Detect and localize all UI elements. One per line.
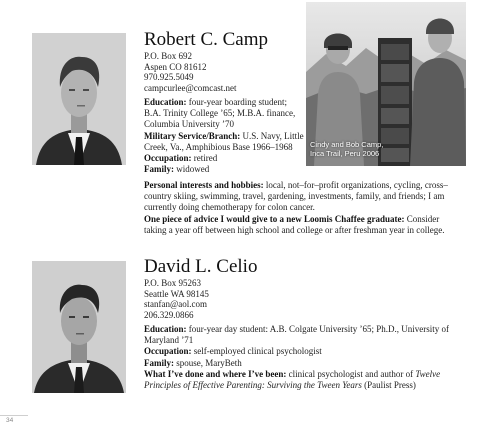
po-box: P.O. Box 692 [144,51,193,61]
military-text: U.S. Navy, Little Creek, Va., Amphibious Base 1966–1968 [144,130,304,152]
education-label: Education: [144,97,187,107]
contact-block [144,51,237,93]
caption-line-2: Inca Trail, Peru 2006 [310,149,380,158]
portrait-photo-david-celio [32,261,126,393]
family-entry [144,164,306,175]
occupation-entry [144,153,306,164]
contact-block [144,278,209,320]
portrait-photo-robert-camp [32,33,126,165]
education-entry [144,324,462,346]
occupation-label: Occupation: [144,346,192,357]
book-title: Twelve Principles of Effective Parenting: Surviving the Tween Years [144,368,441,391]
page-number: 34 [6,417,14,424]
education-label: Education: [144,324,187,334]
done-label: What I’ve done and where I’ve been: [144,368,287,379]
caption-line-1: Cindy and Bob Camp, [310,140,384,149]
email: stanfan@aol.com [144,299,208,310]
family-text: spouse, MaryBeth [176,357,242,368]
education-entry [144,97,306,131]
advice-text: Consider taking a year off between high school and college or after freshman year in college. [144,213,445,235]
occupation-text: retired [193,153,218,164]
done-publisher: (Paulist Press) [364,380,416,391]
phone: 970.925.5049 [144,72,194,83]
education-text: four-year day student: A.B. Colgate University ’65; Ph.D., University of Maryland ’71 [144,324,450,346]
page-rule [0,415,28,416]
occupation-text: self-employed clinical psychologist [193,346,322,357]
email: campcurlee@comcast.net [144,82,237,93]
bio-block-full-width [144,180,462,236]
military-label: Military Service/Branch: [144,130,241,141]
occupation-entry [144,346,462,357]
military-entry [144,131,306,153]
bio-block [144,97,306,175]
advice-label: One piece of advice I would give to a new Loomis Chaffee graduate: [144,213,405,224]
city-state-zip: Seattle WA 98145 [144,288,209,299]
person-name: Robert C. Camp [144,29,269,50]
city-state-zip: Aspen CO 81612 [144,61,207,72]
interests-label: Personal interests and hobbies: [144,180,264,190]
family-text: widowed [176,164,210,175]
phone: 206.329.0866 [144,309,194,320]
photo-caption [310,140,390,158]
occupation-label: Occupation: [144,153,192,164]
done-entry [144,369,462,391]
person-name: David L. Celio [144,256,258,277]
family-entry [144,358,462,369]
interests-entry [144,180,462,214]
advice-entry [144,214,462,236]
family-label: Family: [144,164,174,175]
education-text: four-year boarding student; B.A. Trinity College ’65; M.B.A. finance, Columbia University ’70 [144,97,296,130]
bio-block [144,324,462,391]
done-text: clinical psychologist and author of [288,368,414,379]
po-box: P.O. Box 95263 [144,278,202,288]
family-label: Family: [144,357,174,368]
interests-text: local, not–for–profit organizations, cycling, cross–country skiing, swimming, travel, gardening, investments, family, and friends; I am currently doing chemotherapy for colon cancer. [144,180,448,213]
